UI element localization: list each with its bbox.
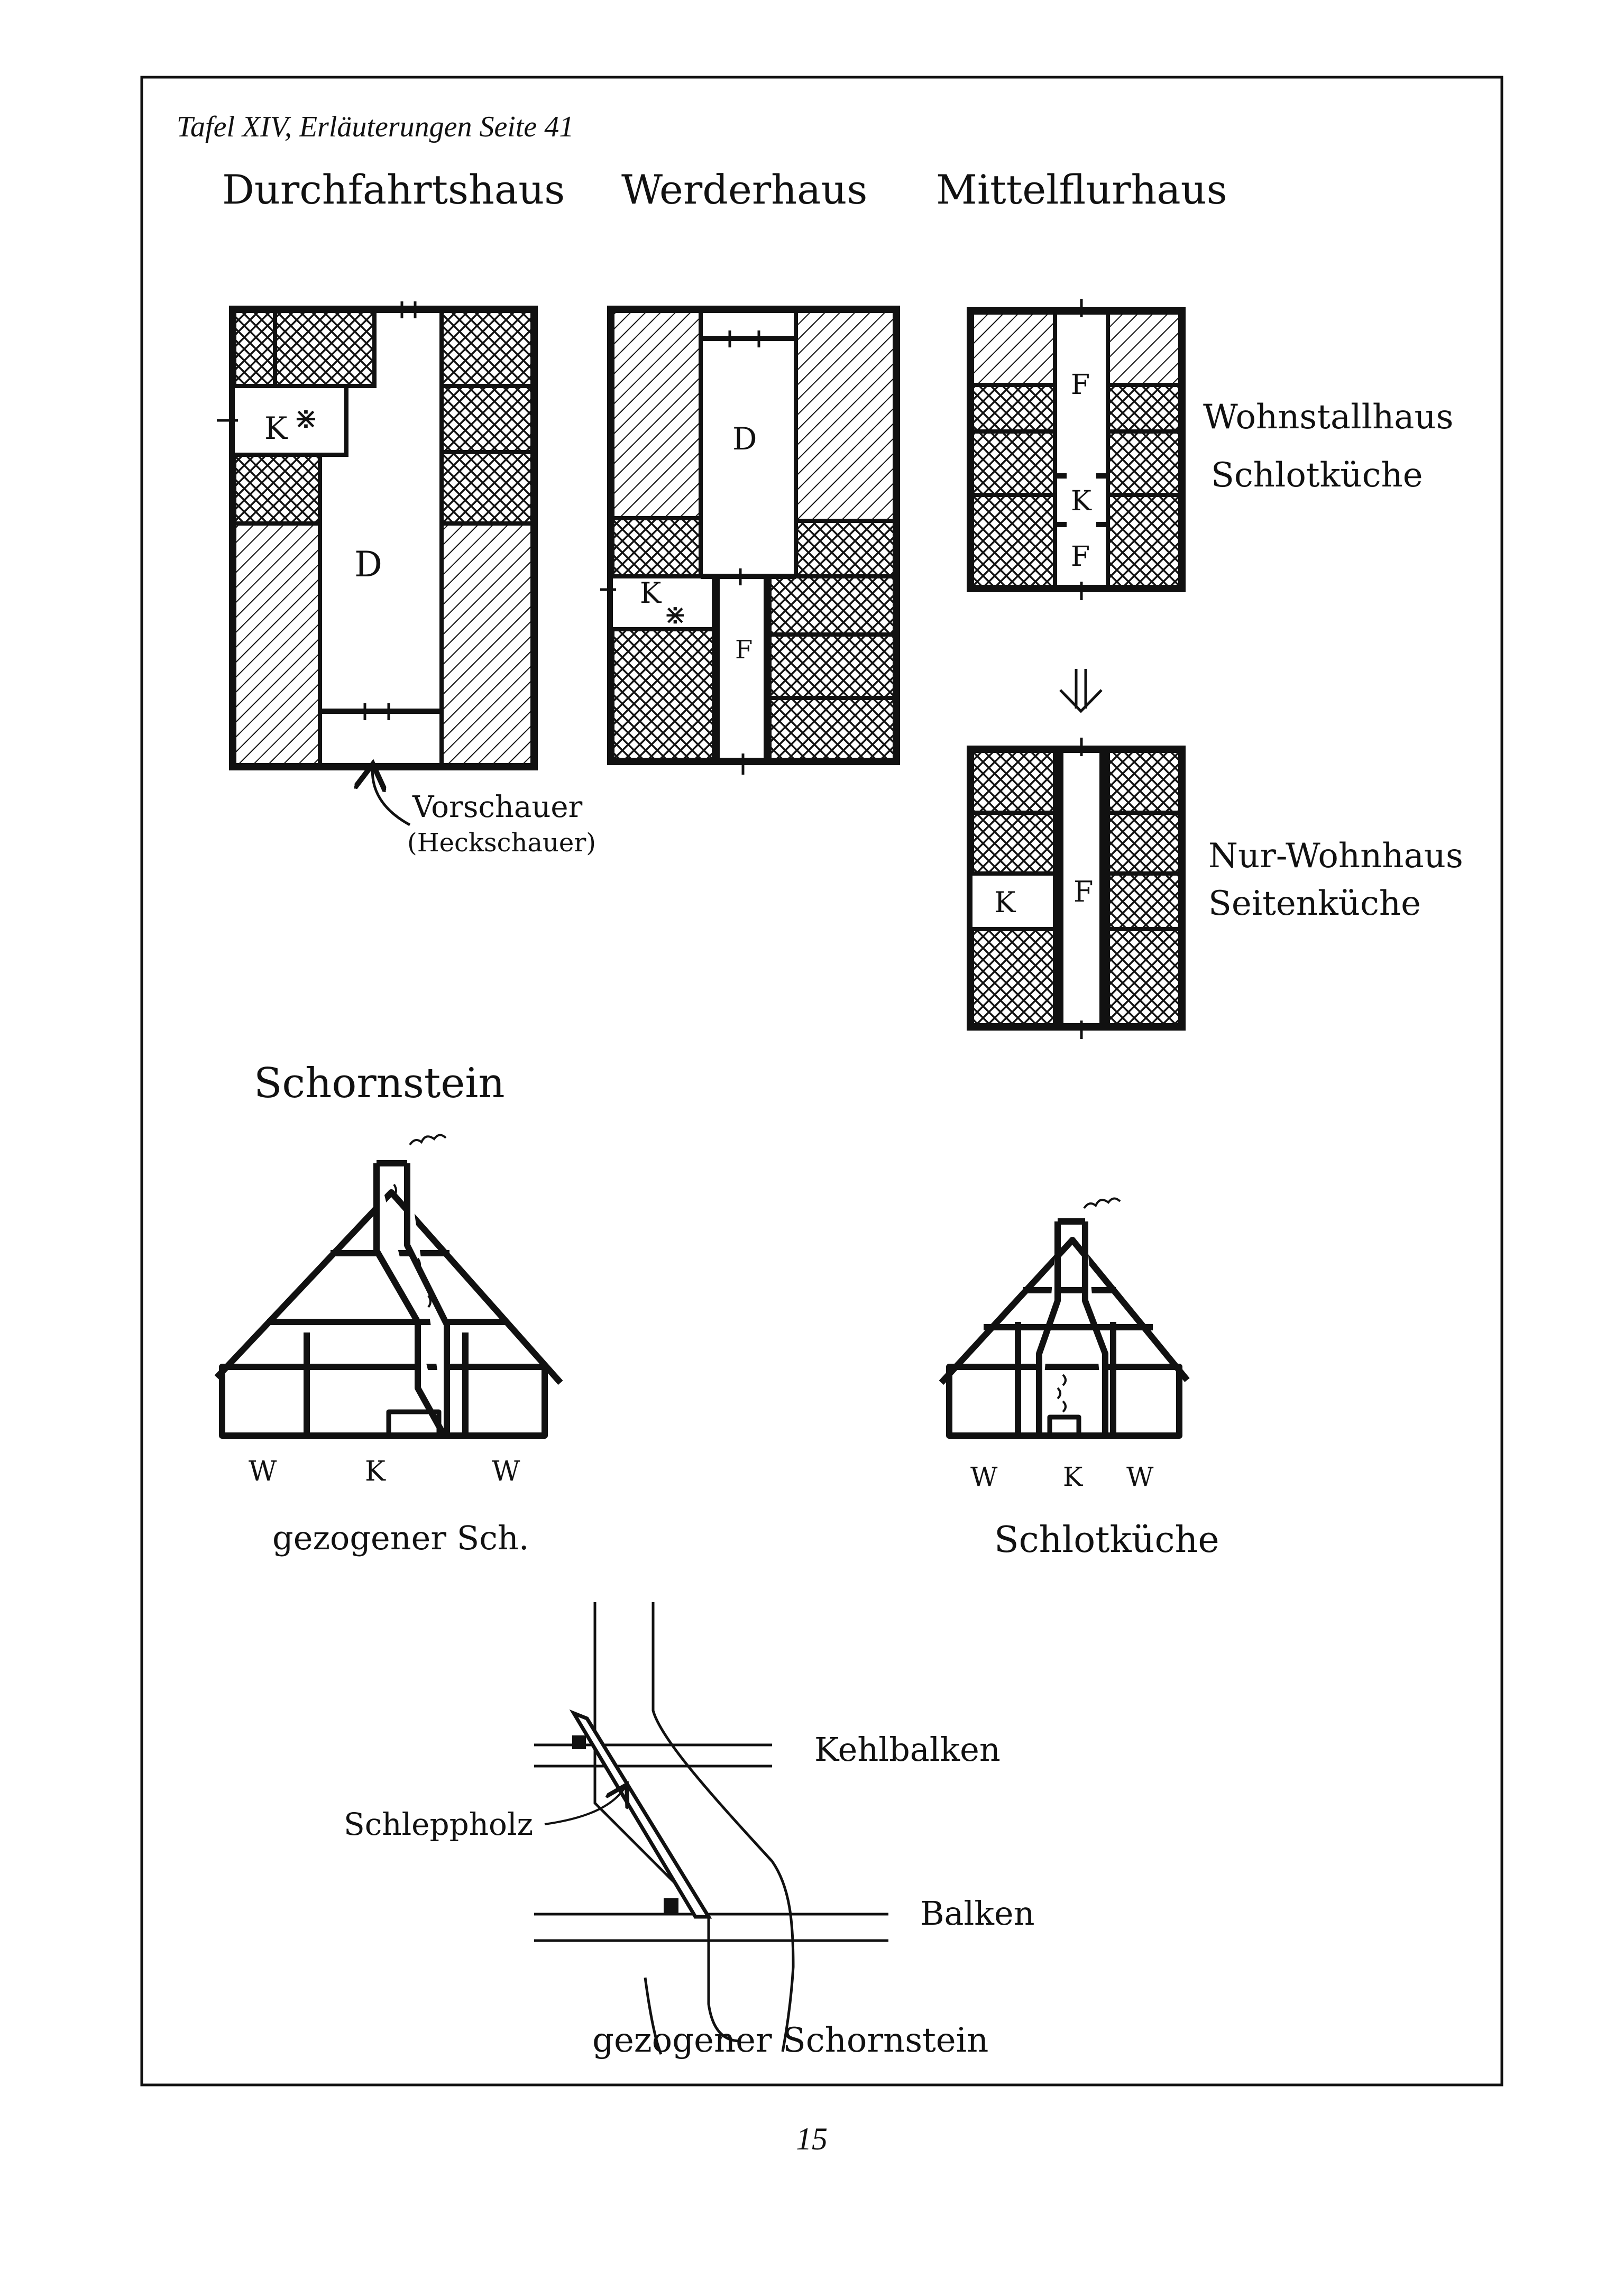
hearth-mark-werder: ⋇ xyxy=(664,599,687,631)
label-balken: Balken xyxy=(920,1894,1035,1933)
label-nur-wohnhaus: Nur-Wohnhaus xyxy=(1208,837,1463,876)
label-flur-werder: F xyxy=(735,635,753,665)
label-flur-mittelflur-1: F xyxy=(1071,369,1090,401)
label-flur-mittelflur-bottom: F xyxy=(1074,875,1094,908)
title-werderhaus: Werderhaus xyxy=(621,166,868,213)
title-mittelflurhaus: Mittelflurhaus xyxy=(936,166,1227,213)
page-number: 15 xyxy=(796,2121,828,2156)
plan-durchfahrtshaus xyxy=(217,301,534,767)
plate-caption: Tafel XIV, Erläuterungen Seite 41 xyxy=(177,111,574,143)
plan-werderhaus xyxy=(600,309,896,775)
label-schlotkueche-top: Schlotküche xyxy=(1211,456,1423,495)
label-kitchen-werder: K xyxy=(640,576,662,610)
pointer-arrow-schleppholz xyxy=(545,1785,627,1824)
label-kitchen-mittelflur-top: K xyxy=(1071,485,1091,517)
hearth-mark-durchfahrt: ⋇ xyxy=(293,401,318,436)
label-vorschauer: Vorschauer xyxy=(412,790,583,824)
title-durchfahrtshaus: Durchfahrtshaus xyxy=(222,166,565,213)
label-heckschauer: (Heckschauer) xyxy=(407,828,596,858)
caption-gezogener-schornstein: gezogener Schornstein xyxy=(592,2021,989,2060)
beam-block-lower xyxy=(664,1898,678,1913)
label-seitenkueche: Seitenküche xyxy=(1208,884,1421,923)
caption-gezogener-sch: gezogener Sch. xyxy=(272,1519,529,1557)
label-kehlbalken: Kehlbalken xyxy=(814,1730,1001,1769)
label-diele-werder: D xyxy=(732,421,757,457)
caption-schlotkueche: Schlotküche xyxy=(994,1519,1219,1561)
label-kitchen-mittelflur-bottom: K xyxy=(994,886,1016,919)
pointer-arrow-vorschauer xyxy=(372,764,410,825)
room-left-k: K xyxy=(365,1456,386,1487)
beam-block-upper xyxy=(572,1735,586,1749)
room-left-w2: W xyxy=(492,1456,520,1487)
elevation-gezogener-schornstein xyxy=(217,1163,561,1436)
label-flur-mittelflur-2: F xyxy=(1071,541,1090,573)
transition-arrow xyxy=(1060,669,1102,711)
room-right-w2: W xyxy=(1126,1462,1154,1492)
room-left-w1: W xyxy=(249,1456,277,1487)
room-right-k: K xyxy=(1063,1462,1083,1492)
detail-chimney xyxy=(534,1602,888,2054)
heading-schornstein: Schornstein xyxy=(254,1060,505,1107)
label-wohnstallhaus: Wohnstallhaus xyxy=(1203,398,1454,437)
label-kitchen-durchfahrt: K xyxy=(264,410,288,446)
label-diele-durchfahrt: D xyxy=(354,544,382,585)
label-schleppholz: Schleppholz xyxy=(344,1806,534,1842)
room-right-w1: W xyxy=(970,1462,998,1492)
